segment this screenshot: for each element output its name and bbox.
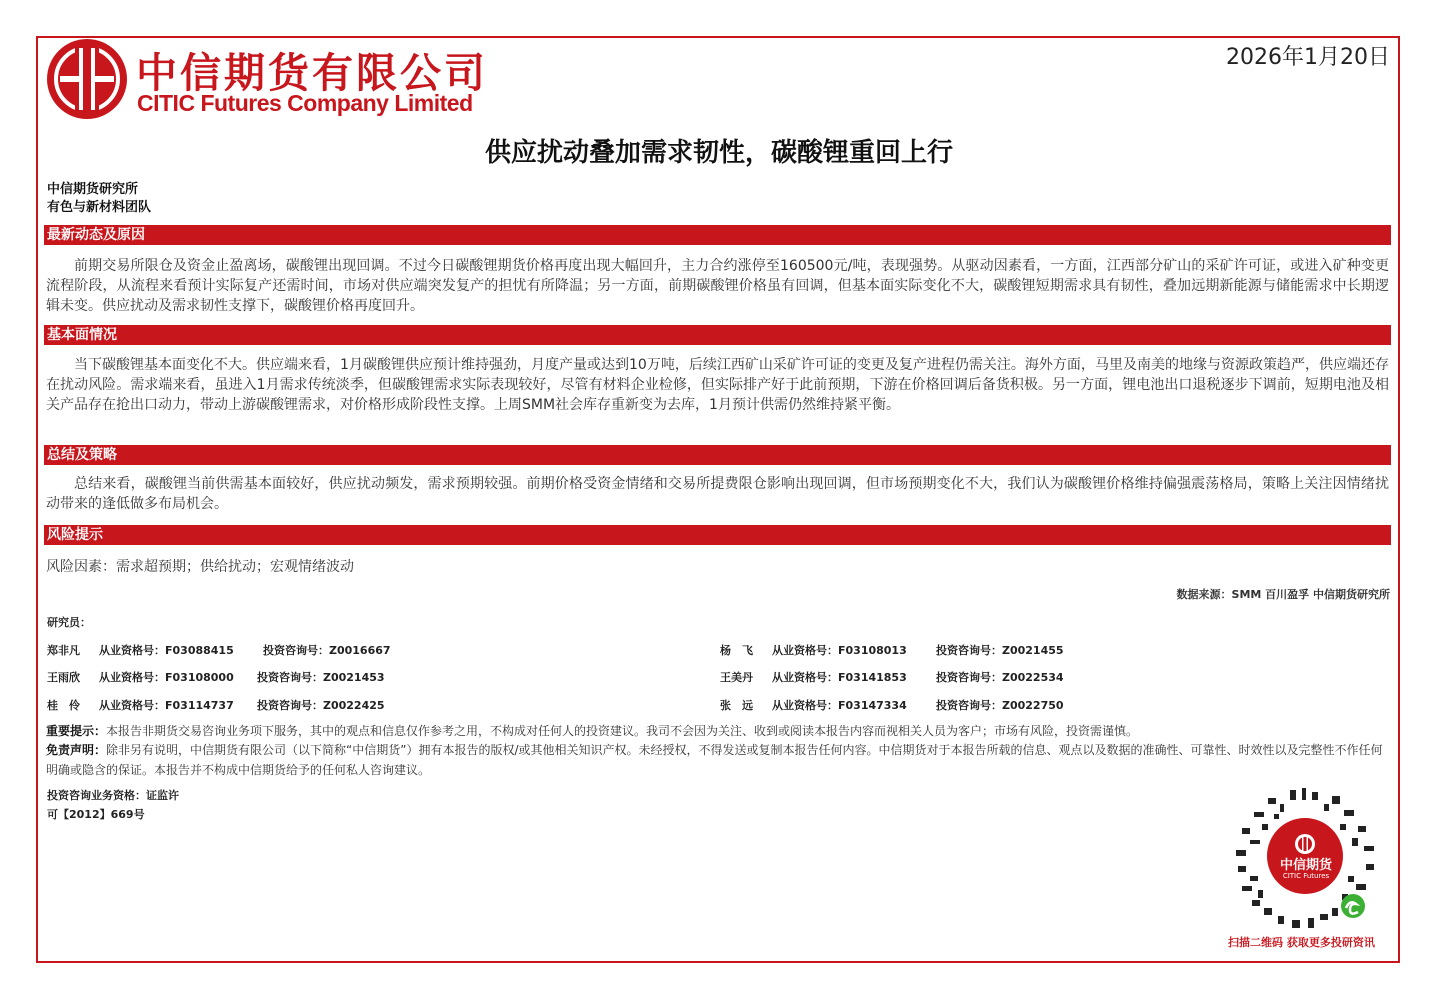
brand-name-cn: 中信期货有限公司 <box>136 49 488 97</box>
disclaimer-label: 免责声明： <box>46 743 107 757</box>
license-line-2: 可【2012】669号 <box>47 808 145 821</box>
analyst-name: 桂 伶 <box>47 699 80 712</box>
analyst-consult: 投资咨询号：Z0016667 <box>263 644 391 657</box>
analyst-qual: 从业资格号：F03147334 <box>772 699 907 712</box>
qr-center-brand-cn: 中信期货 <box>1279 858 1332 873</box>
analyst-consult: 投资咨询号：Z0022425 <box>257 699 385 712</box>
analyst-qual: 从业资格号：F03108013 <box>772 644 907 657</box>
section-heading-risk: 风险提示 <box>44 525 1391 545</box>
analyst-entry <box>47 642 391 658</box>
analyst-entry <box>47 669 385 685</box>
qr-caption: 扫描二维码 获取更多投研资讯 <box>1228 936 1375 949</box>
analyst-qual: 从业资格号：F03141853 <box>772 671 907 684</box>
analyst-consult: 投资咨询号：Z0021455 <box>936 644 1064 657</box>
analyst-name: 王雨欣 <box>47 671 80 684</box>
analyst-consult: 投资咨询号：Z0022534 <box>936 671 1064 684</box>
citic-logo-icon <box>46 38 128 120</box>
section-heading-latest: 最新动态及原因 <box>44 225 1391 245</box>
section-body-latest: 前期交易所限仓及资金止盈离场，碳酸锂出现回调。不过今日碳酸锂期货价格再度出现大幅回升，主力合约涨停至160500元/吨，表现强势。从驱动因素看，一方面，江西部分矿山的采矿许可证，或进入矿种变更流程阶段，从流程来看预计实际复产还需时间，市场对供应端突发复产的担忧有所降温；另一方面，前期碳酸锂价格虽有回调，但基本面实际变化不大，碳酸锂短期需求具有韧性，叠加远期新能源与储能需求中长期逻辑未变。供应扰动及需求韧性支撑下，碳酸锂价格再度回升。 <box>46 258 1389 314</box>
section-body-fundamentals: 当下碳酸锂基本面变化不大。供应端来看，1月碳酸锂供应预计维持强劲，月度产量或达到10万吨，后续江西矿山采矿许可证的变更及复产进程仍需关注。海外方面，马里及南美的地缘与资源政策趋严，供应端还存在扰动风险。需求端来看，虽进入1月需求传统淡季，但碳酸锂需求实际表现较好，尽管有材料企业检修，但实际排产好于此前预期，下游在价格回调后备货积极。另一方面，锂电池出口退税逐步下调前，短期电池及相关产品存在抢出口动力，带动上游碳酸锂需求，对价格形成阶段性支撑。上周SMM社会库存重新变为去库，1月预计供需仍然维持紧平衡。 <box>46 357 1389 413</box>
analyst-name: 郑非凡 <box>47 644 80 657</box>
institute-name: 中信期货研究所 <box>47 182 139 197</box>
analysts-label: 研究员： <box>47 616 91 629</box>
important-text: 本报告非期货交易咨询业务项下服务，其中的观点和信息仅作参考之用，不构成对任何人的投资建议。我司不会因为关注、收到或阅读本报告内容而视相关人员为客户；市场有风险，投资需谨慎。 <box>106 724 1139 738</box>
report-title: 供应扰动叠加需求韧性，碳酸锂重回上行 <box>484 138 953 168</box>
analyst-consult: 投资咨询号：Z0021453 <box>257 671 385 684</box>
analyst-entry <box>47 697 385 713</box>
section-body-strategy: 总结来看，碳酸锂当前供需基本面较好，供应扰动频发，需求预期较强。前期价格受资金情绪和交易所提费限仓影响出现回调，但市场预期变化不大，我们认为碳酸锂价格维持偏强震荡格局，策略上关注因情绪扰动带来的逢低做多布局机会。 <box>46 476 1389 512</box>
risk-factors: 风险因素：需求超预期；供给扰动；宏观情绪波动 <box>46 559 354 575</box>
analyst-name: 杨 飞 <box>720 644 753 657</box>
qr-center-brand-en: CITIC Futures <box>1282 872 1330 880</box>
brand-name-en: CITIC Futures Company Limited <box>137 90 473 116</box>
analyst-name: 王美丹 <box>720 671 753 684</box>
analyst-entry <box>720 697 1064 713</box>
analyst-qual: 从业资格号：F03108000 <box>99 671 234 684</box>
license-line-1: 投资咨询业务资格：证监许 <box>47 789 179 802</box>
section-heading-strategy: 总结及策略 <box>44 445 1391 465</box>
analyst-name: 张 远 <box>720 699 753 712</box>
section-heading-fundamentals: 基本面情况 <box>44 325 1391 345</box>
disclaimer-text: 除非另有说明，中信期货有限公司（以下简称“中信期货”）拥有本报告的版权/或其他相关知识产权。未经授权，不得发送或复制本报告任何内容。中信期货对于本报告所载的信息、观点以及数据的准确性、可靠性、时效性以及完整性不作任何明确或隐含的保证。本报告并不构成中信期货给予的任何私人咨询建议。 <box>46 743 1383 777</box>
important-notice <box>46 721 1391 741</box>
analyst-entry <box>720 669 1064 685</box>
disclaimer <box>46 740 1391 780</box>
data-source: 数据来源：SMM 百川盈孚 中信期货研究所 <box>1176 588 1390 601</box>
analyst-qual: 从业资格号：F03114737 <box>99 699 234 712</box>
analyst-consult: 投资咨询号：Z0022750 <box>936 699 1064 712</box>
report-date: 2026年1月20日 <box>1226 45 1390 70</box>
analyst-entry <box>720 642 1064 658</box>
team-name: 有色与新材料团队 <box>47 200 152 215</box>
important-label: 重要提示： <box>46 724 107 738</box>
analyst-qual: 从业资格号：F03088415 <box>99 644 234 657</box>
